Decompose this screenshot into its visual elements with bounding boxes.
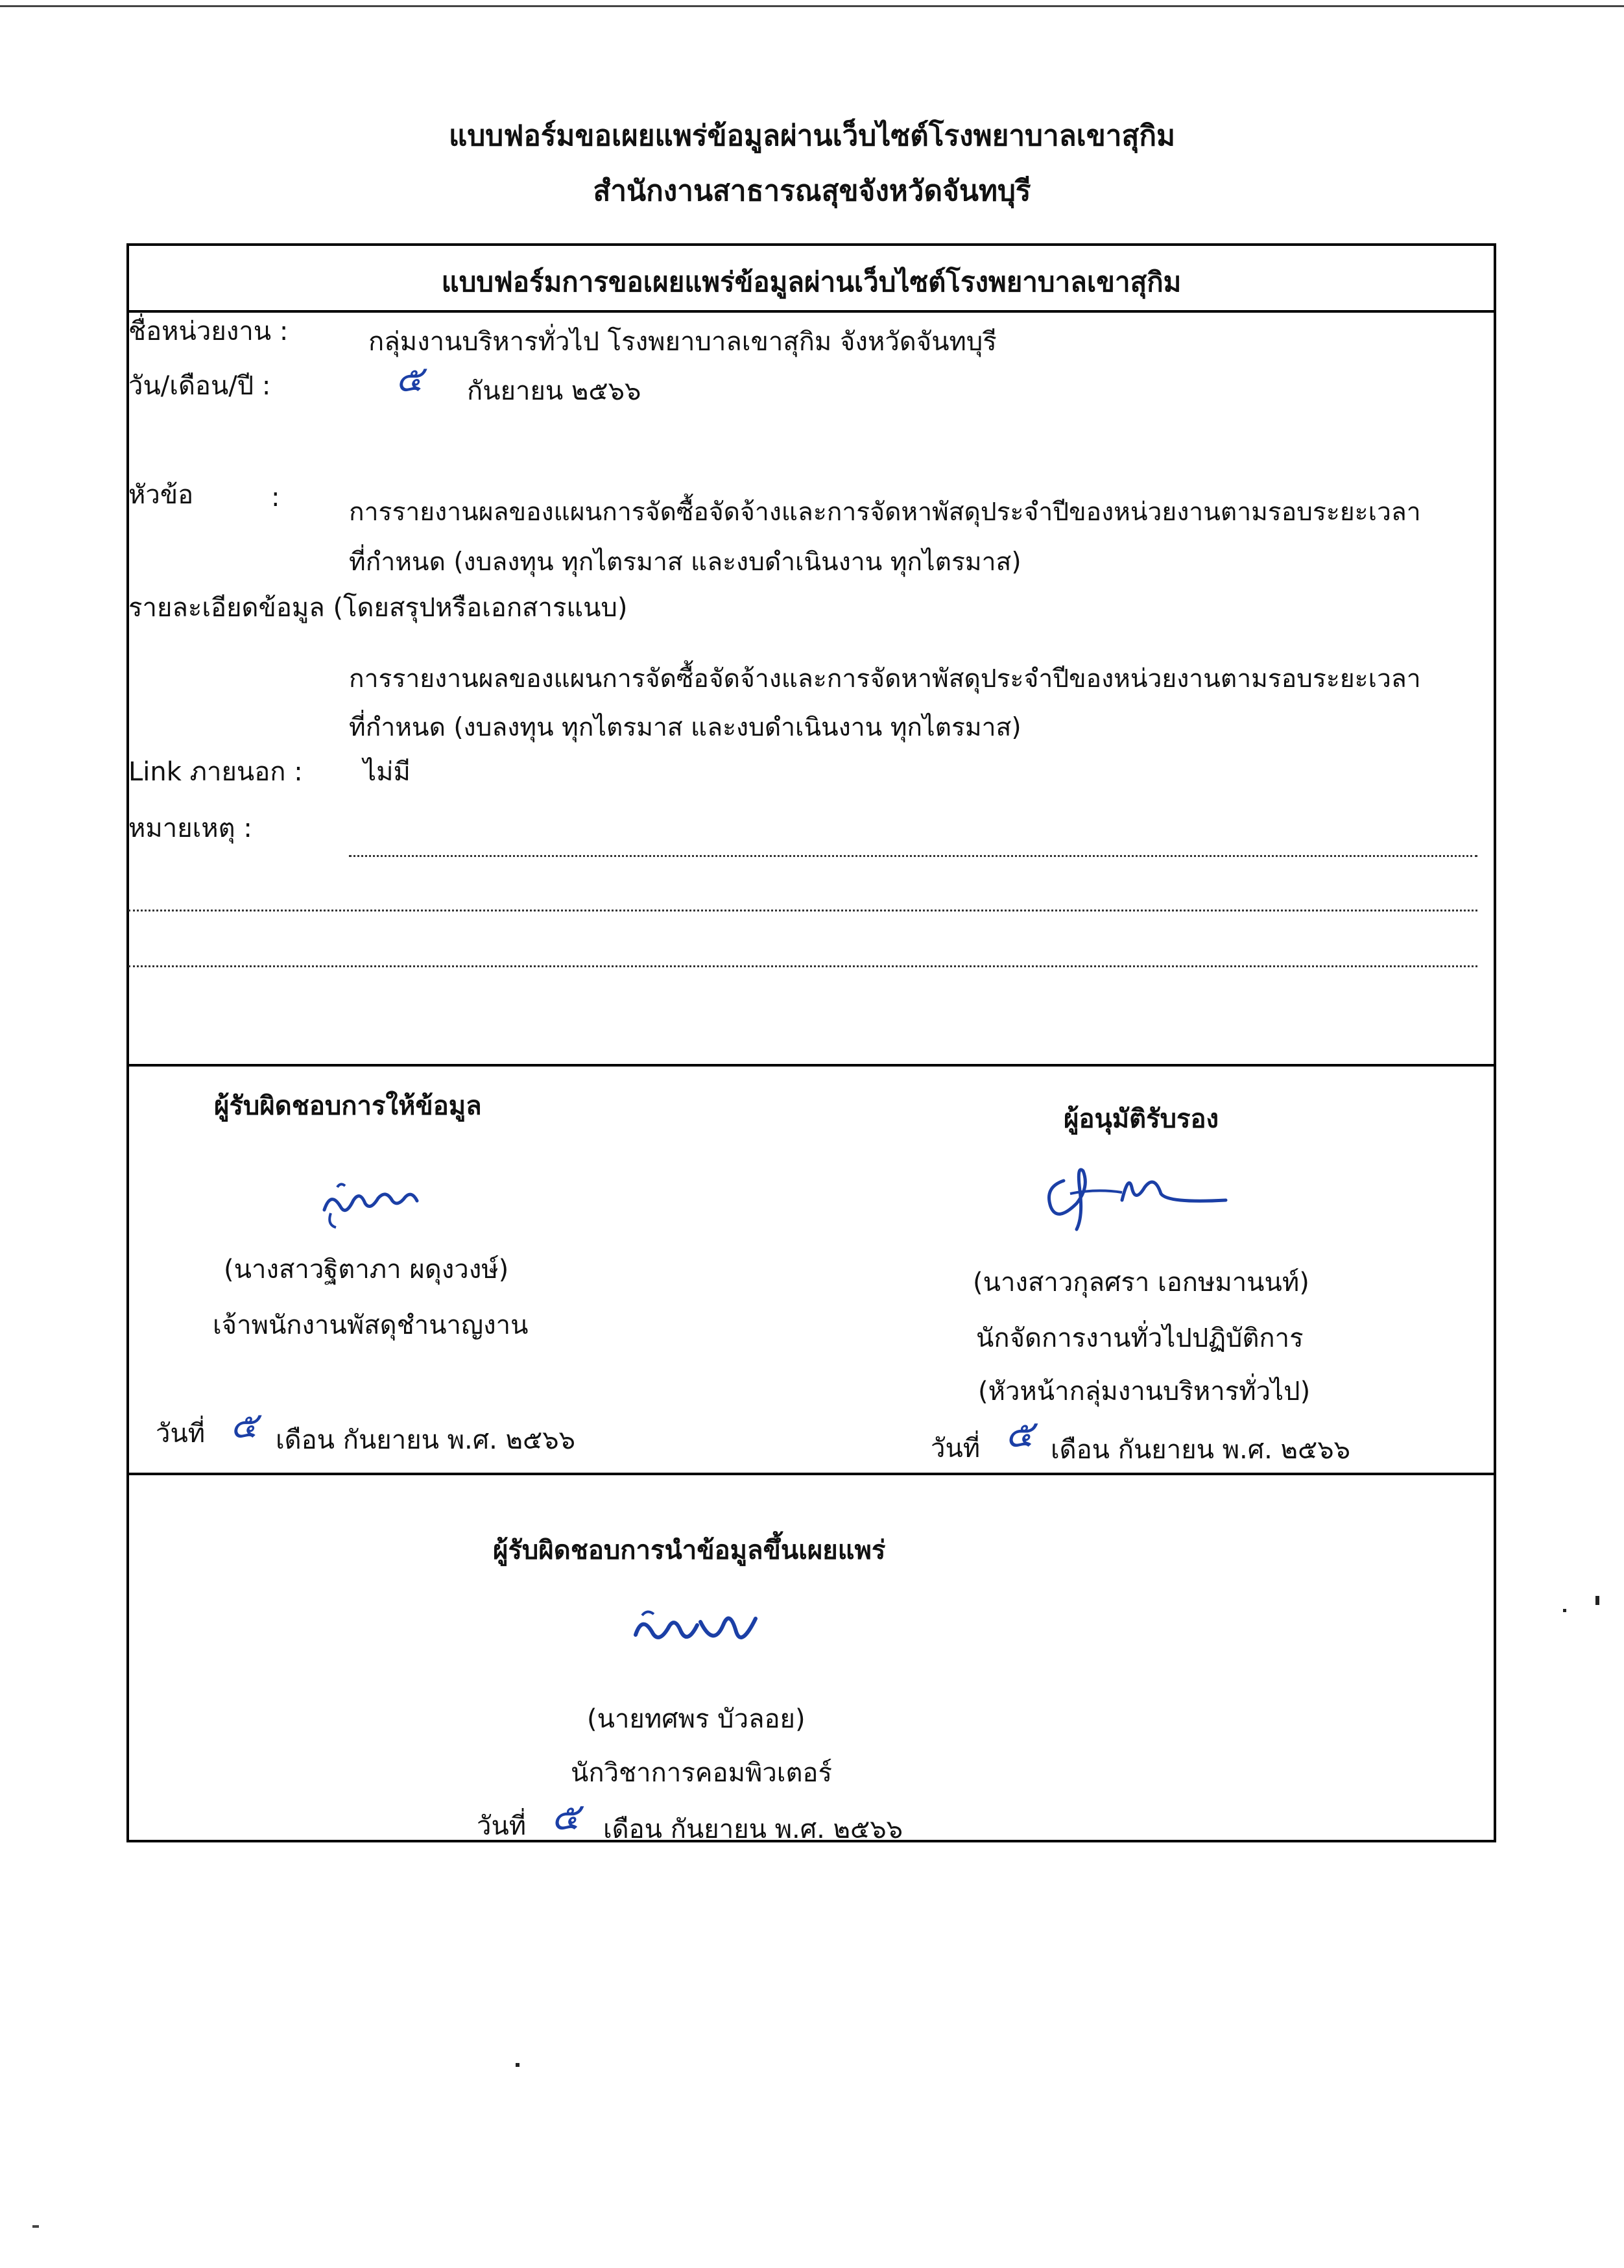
approver-position: นักจัดการงานทั่วไปปฏิบัติการ bbox=[976, 1323, 1304, 1353]
topic-label: หัวข้อ bbox=[128, 480, 194, 510]
page-subtitle: สำนักงานสาธารณสุขจังหวัดจันทบุรี bbox=[593, 175, 1031, 208]
publisher-date-suffix: เดือน กันยายน พ.ศ. ๒๕๖๖ bbox=[603, 1815, 903, 1844]
form-signature-divider bbox=[126, 1064, 1496, 1067]
topic-colon: : bbox=[271, 483, 280, 513]
provider-heading: ผู้รับผิดชอบการให้ข้อมูล bbox=[214, 1091, 482, 1121]
approver-date-day-handwritten: ๕ bbox=[1005, 1412, 1034, 1456]
publisher-date-day-handwritten: ๕ bbox=[551, 1794, 580, 1839]
approver-name: (นางสาวกุลศรา เอกษมานนท์) bbox=[973, 1268, 1309, 1297]
note-label: หมายเหตุ : bbox=[128, 814, 252, 843]
approver-position-2: (หัวหน้ากลุ่มงานบริหารทั่วไป) bbox=[978, 1377, 1311, 1406]
provider-name: (นางสาวฐิตาภา ผดุงวงษ์) bbox=[224, 1255, 509, 1285]
publisher-position: นักวิชาการคอมพิวเตอร์ bbox=[571, 1758, 832, 1788]
form-publisher-divider bbox=[126, 1473, 1496, 1475]
provider-signature bbox=[311, 1174, 473, 1233]
approver-date-prefix: วันที่ bbox=[931, 1434, 981, 1464]
topic-line-1: การรายงานผลของแผนการจัดซื้อจัดจ้างและการจัดหาพัสดุประจำปีของหน่วยงานตามรอบระยะเวลา bbox=[349, 498, 1421, 527]
provider-date-suffix: เดือน กันยายน พ.ศ. ๒๕๖๖ bbox=[276, 1425, 576, 1455]
scan-speck bbox=[516, 2063, 519, 2067]
provider-date-day-handwritten: ๕ bbox=[230, 1405, 258, 1447]
approver-signature bbox=[1025, 1155, 1239, 1239]
detail-line-2: ที่กำหนด (งบลงทุน ทุกไตรมาส และงบดำเนินงาน ทุกไตรมาส) bbox=[349, 713, 1021, 742]
link-label: Link ภายนอก : bbox=[128, 757, 303, 787]
publisher-signature bbox=[623, 1602, 772, 1661]
publisher-name: (นายทศพร บัวลอย) bbox=[587, 1704, 806, 1734]
scan-speck bbox=[1563, 1609, 1566, 1612]
form-box-title: แบบฟอร์มการขอเผยแพร่ข้อมูลผ่านเว็บไซต์โรงพยาบาลเขาสุกิม bbox=[441, 266, 1182, 298]
scan-speck bbox=[1595, 1596, 1599, 1605]
topic-line-2: ที่กำหนด (งบลงทุน ทุกไตรมาส และงบดำเนินงาน ทุกไตรมาส) bbox=[349, 548, 1021, 577]
scan-edge-line bbox=[0, 5, 1624, 7]
detail-label: รายละเอียดข้อมูล (โดยสรุปหรือเอกสารแนบ) bbox=[128, 593, 628, 623]
unit-label: ชื่อหน่วยงาน : bbox=[128, 317, 289, 346]
form-title-divider bbox=[126, 310, 1496, 313]
note-dotted-line-2 bbox=[128, 910, 1477, 911]
scan-speck bbox=[32, 2225, 39, 2228]
date-value: กันยายน ๒๕๖๖ bbox=[467, 376, 641, 406]
unit-value: กลุ่มงานบริหารทั่วไป โรงพยาบาลเขาสุกิม จังหวัดจันทบุรี bbox=[368, 327, 997, 357]
provider-position: เจ้าพนักงานพัสดุชำนาญงาน bbox=[213, 1310, 529, 1340]
form-box bbox=[126, 243, 1496, 1842]
note-dotted-line-3 bbox=[128, 965, 1477, 967]
date-label: วัน/เดือน/ปี : bbox=[128, 371, 271, 401]
link-value: ไม่มี bbox=[363, 757, 411, 787]
approver-date-suffix: เดือน กันยายน พ.ศ. ๒๕๖๖ bbox=[1051, 1435, 1351, 1465]
date-day-handwritten: ๕ bbox=[396, 358, 424, 400]
publisher-heading: ผู้รับผิดชอบการนำข้อมูลขึ้นเผยแพร่ bbox=[493, 1536, 886, 1565]
publisher-date-prefix: วันที่ bbox=[477, 1811, 527, 1841]
page-title: แบบฟอร์มขอเผยแพร่ข้อมูลผ่านเว็บไซต์โรงพยาบาลเขาสุกิม bbox=[449, 119, 1175, 152]
provider-date-prefix: วันที่ bbox=[156, 1419, 206, 1449]
detail-line-1: การรายงานผลของแผนการจัดซื้อจัดจ้างและการจัดหาพัสดุประจำปีของหน่วยงานตามรอบระยะเวลา bbox=[349, 664, 1421, 694]
approver-heading: ผู้อนุมัติรับรอง bbox=[1064, 1104, 1219, 1134]
note-dotted-line-1 bbox=[349, 855, 1477, 857]
